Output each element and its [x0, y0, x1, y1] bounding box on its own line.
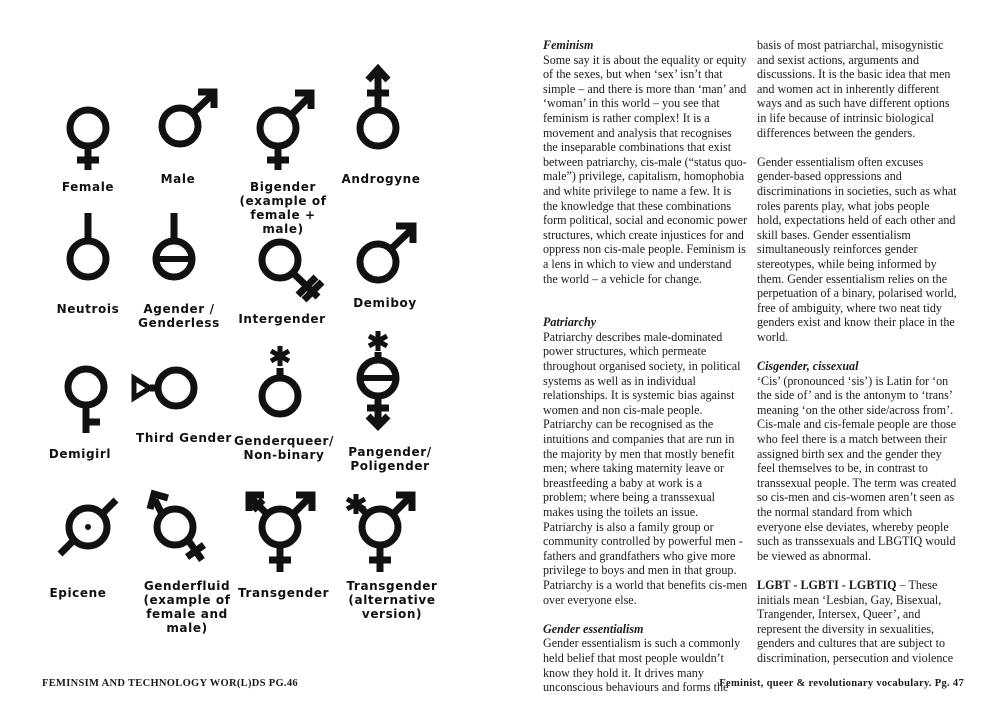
paragraph-cisgender: ‘Cis’ (pronounced ‘sis’) is Latin for ‘on the side of’ and is the antonym to ‘trans’ meaning ‘on the other side/across from’. Cis-male and cis-female people are those who feel there is a match between their assigned birth sex and the gender they feel themselves to be, in contrast to transsexual people. The term was created so cis-men and cis-women aren’t seen as the normal standard from which everyone else deviates, whereby people such as transsexuals and LBGTIQ would be viewed as abnormal. — [757, 373, 957, 563]
footer-left-page-number: FEMINSIM AND TECHNOLOGY WOR(L)DS PG.46 — [42, 678, 298, 689]
paragraph-essentialism-2: Gender essentialism often excuses gender-based oppressions and discriminations in societies, such as what roles parents play, what jobs people hold, expectations held of each other and skill bases. Gender essentialism simultaneously reinforces gender stereotypes, while being informed by them. Gender essentialism relies on the perpetuation of a binary, polarised world, free of ambiguity, where two neat tidy genders exist and know their place in the world. — [757, 154, 957, 344]
symbol-label-epicene: Epicene — [49, 586, 107, 600]
paragraph-feminism: Some say it is about the equality or equity of the sexes, but when ‘sex’ isn’t that simple – and there is more than ‘man’ and ‘woman’ in this world – you see that feminism is rather complex! It is a movement and analysis that recognises the inseparable combinations that exist between patriarchy, cis-male (“status quo-male”) privilege, capitalism, homophobia and white privilege to name a few. It is the knowledge that these combinations form political, social and economic power structures, which create injustices for and oppress non cis-male people. Feminism is a lens in which to view and understand the world – a vehicle for change. — [543, 52, 748, 286]
symbol-label-intergender: Intergender — [238, 312, 326, 326]
paragraph-gender-essentialism: Gender essentialism is such a commonly held belief that most people wouldn’t know they hold it. It drives many unconscious behaviours and forms the — [543, 636, 741, 695]
symbol-label-genderqueer: Genderqueer/ Non-binary — [233, 434, 335, 462]
heading-cisgender: Cisgender, cissexual — [757, 359, 859, 374]
heading-gender-essentialism: Gender essentialism — [543, 621, 644, 636]
agender-symbol-icon — [156, 213, 192, 277]
symbol-label-third-gender: Third Gender — [136, 431, 232, 445]
male-symbol-icon — [162, 92, 214, 144]
symbol-label-androgyne: Androgyne — [341, 172, 421, 186]
symbol-label-demigirl: Demigirl — [48, 447, 112, 461]
lgbt-text: – These initials mean ‘Lesbian, Gay, Bisexual, Trangender, Intersex, Queer’, and represent the diversity in sexualities, genders and cultures that are subject to discrimination, persecution and violence — [757, 577, 954, 665]
paragraph-essentialism-continued: basis of most patriarchal, misogynistic and sexist actions, arguments and discussions. It is the basic idea that men and women act in inherently different ways and as such have different options in life because of intrinsic biological differences between the genders. — [757, 38, 951, 140]
footer-right-page-number: Feminist, queer & revolutionary vocabulary. Pg. 47 — [719, 678, 964, 689]
demiboy-symbol-icon — [360, 226, 413, 280]
epicene-symbol-icon — [60, 500, 116, 554]
gender-symbols-grid — [0, 0, 500, 680]
transgender-symbol-icon — [249, 495, 312, 572]
text-column-2 — [757, 38, 957, 680]
symbol-label-pangender: Pangender/ Poligender — [348, 445, 432, 473]
transgender-alternative-symbol-icon — [347, 494, 412, 572]
symbol-label-bigender: Bigender (example of female + male) — [239, 180, 327, 236]
symbol-label-transgender: Transgender — [238, 586, 330, 600]
symbol-label-genderfluid: Genderfluid (example of female and male) — [143, 579, 231, 635]
genderfluid-symbol-icon — [150, 494, 204, 560]
female-symbol-icon — [70, 110, 106, 170]
bigender-symbol-icon — [260, 93, 311, 170]
symbol-label-agender: Agender / Genderless — [138, 302, 220, 330]
third-gender-symbol-icon — [134, 370, 194, 406]
heading-patriarchy: Patriarchy — [543, 315, 597, 330]
intergender-symbol-icon — [262, 242, 322, 300]
genderqueer-symbol-icon — [262, 346, 298, 414]
demigirl-symbol-icon — [68, 369, 104, 433]
paragraph-lgbt — [757, 578, 957, 666]
symbol-label-male: Male — [160, 172, 196, 186]
symbol-label-demiboy: Demiboy — [353, 296, 417, 310]
heading-feminism: Feminism — [543, 38, 594, 52]
symbol-label-female: Female — [61, 180, 115, 194]
heading-lgbt: LGBT - LGBTI - LGBTIQ — [757, 577, 897, 592]
androgyne-symbol-icon — [360, 69, 396, 146]
pangender-symbol-icon — [360, 331, 396, 426]
symbol-label-transgender-alternative: Transgender (alternative version) — [346, 579, 438, 621]
symbol-label-neutrois: Neutrois — [56, 302, 120, 316]
text-column-1 — [543, 38, 748, 709]
neutrois-symbol-icon — [70, 213, 106, 277]
paragraph-patriarchy: Patriarchy describes male-dominated power structures, which permeate throughout organised society, in political systems as well as in individual relationships. It is systemic bias against women and non cis-male people. Patriarchy can be recognised as the intuitions and companies that are run in the majority by men that mostly benefit men; where taking maternity leave or breastfeeding a baby at work is a problem; where being a transsexual makes using the toilets an issue. Patriarchy is also a family group or community controlled by powerful men - fathers and grandfathers who give more privilege to boys and men in that group. Patriarchy is a world that benefits cis-men over everyone else. — [543, 329, 748, 607]
